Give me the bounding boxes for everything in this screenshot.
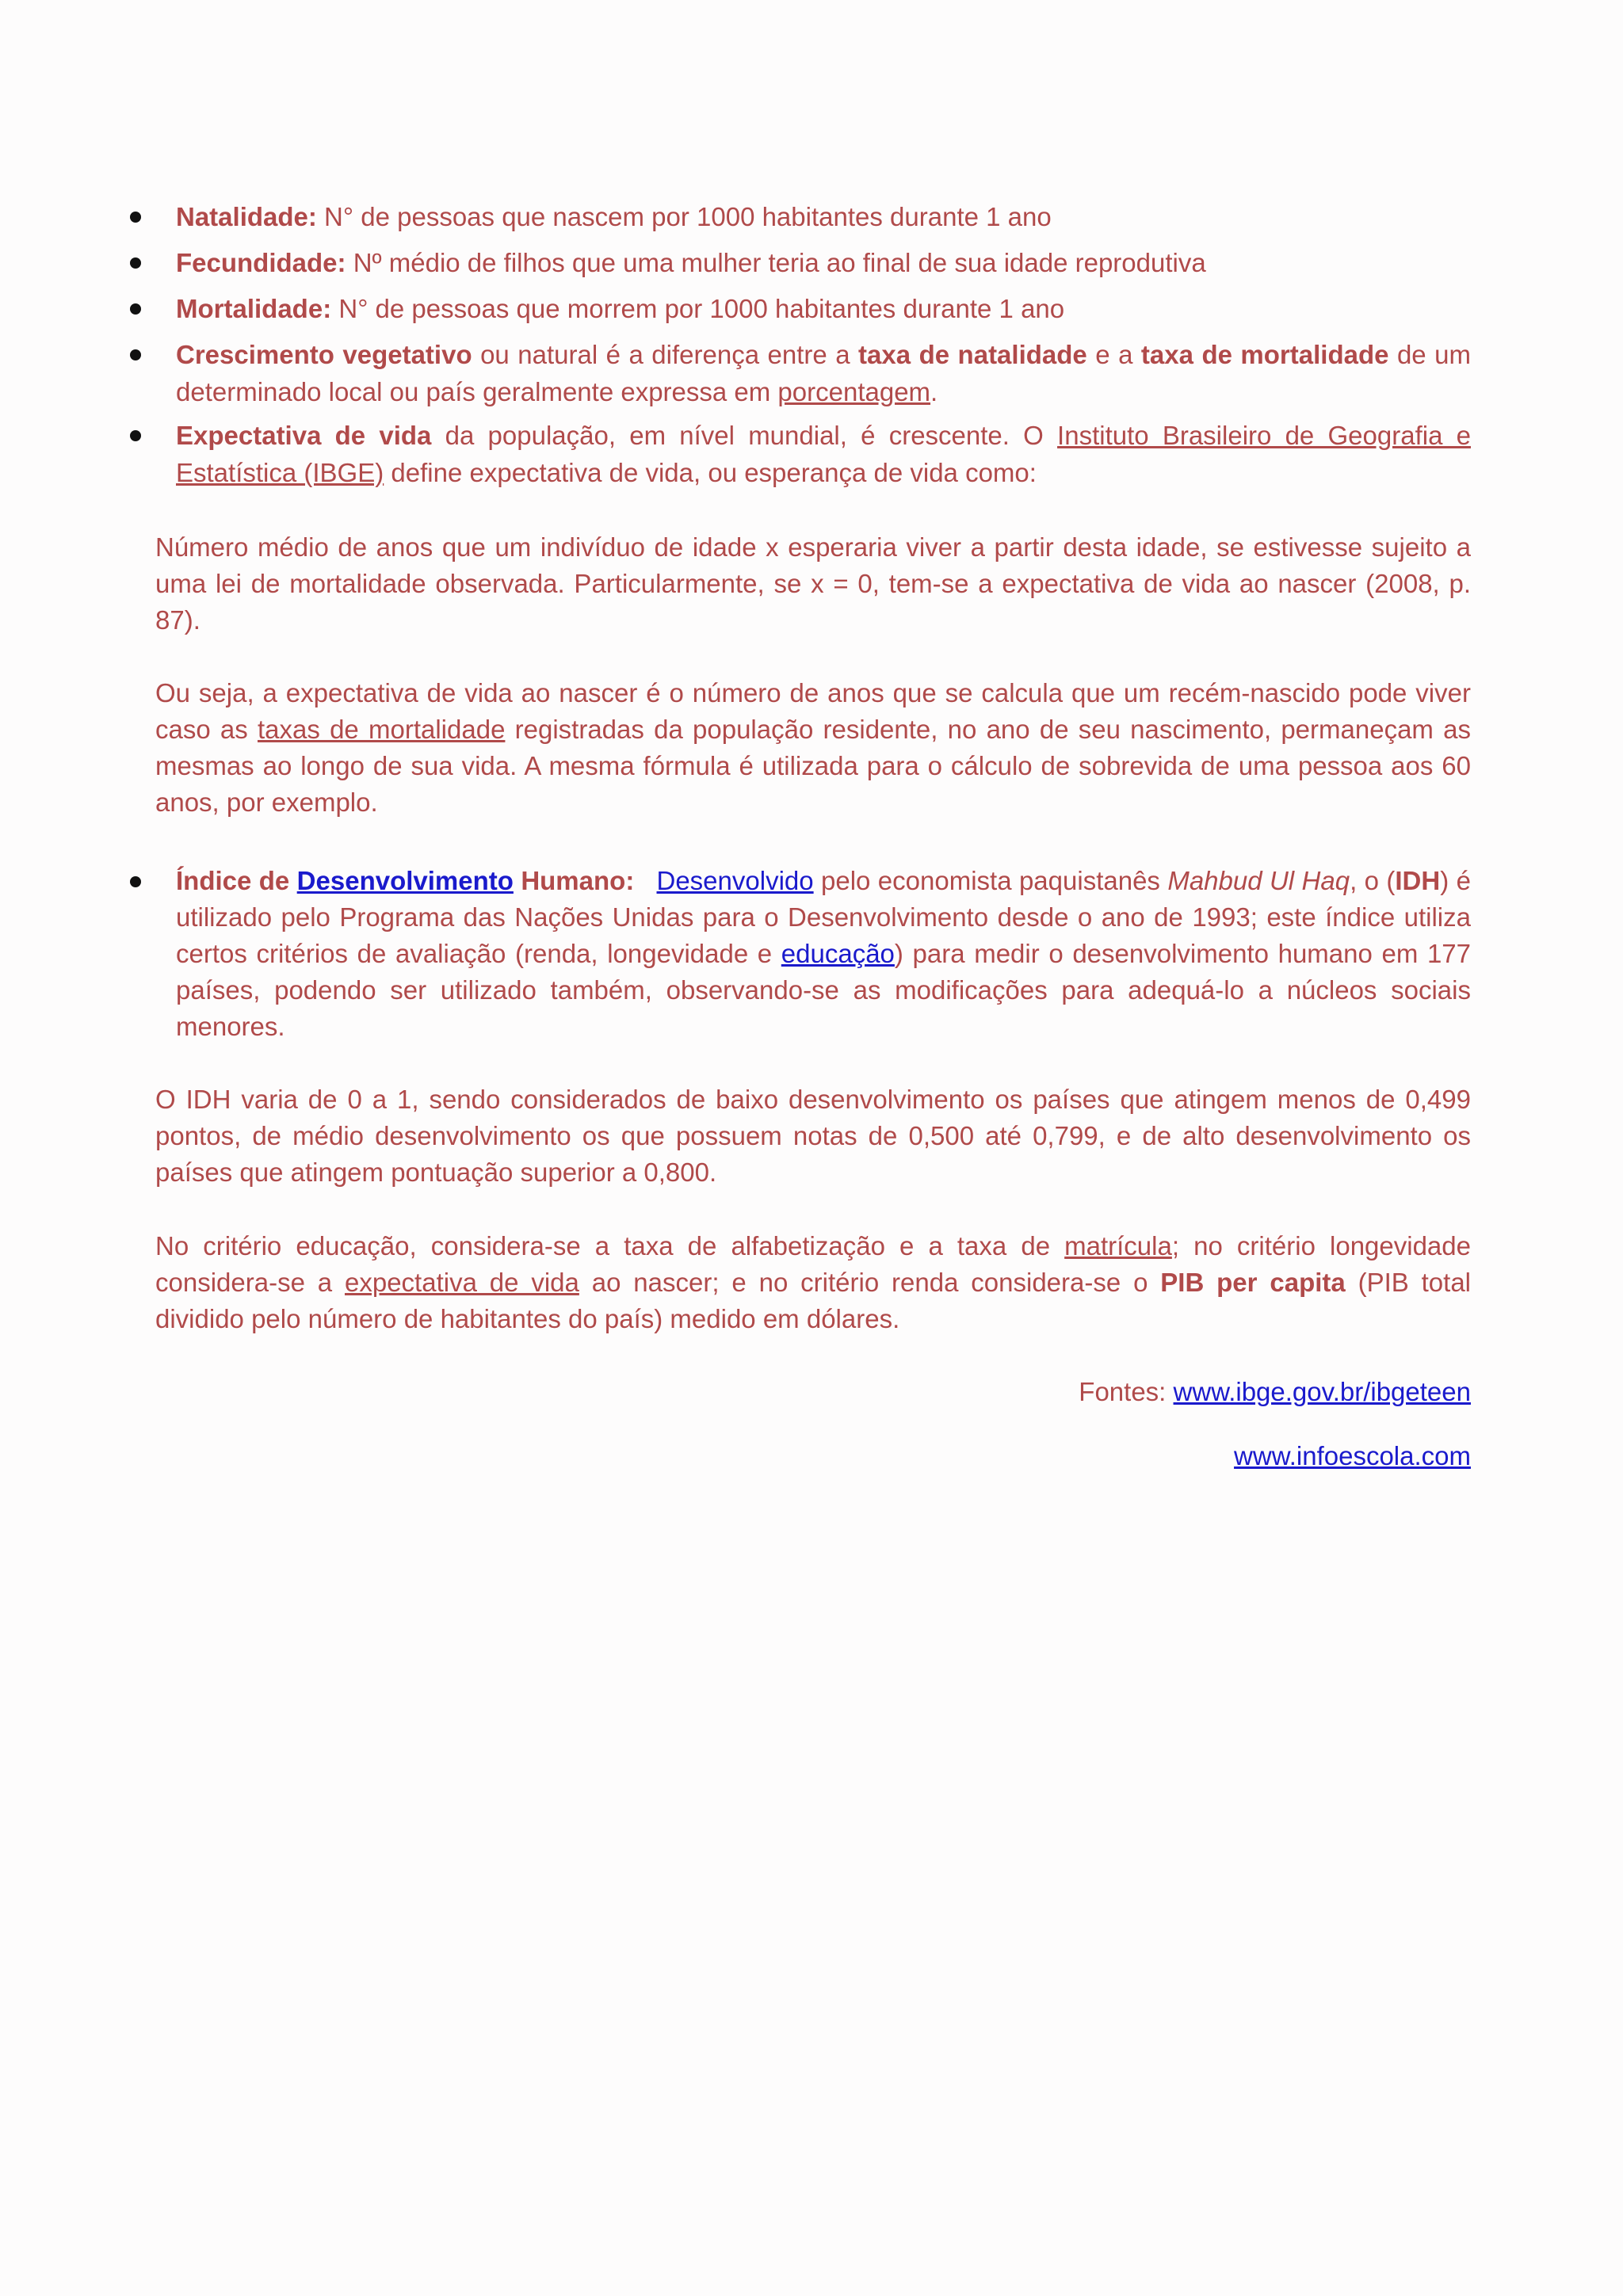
definition-mortalidade: N° de pessoas que morrem por 1000 habitantes durante 1 ano xyxy=(331,294,1065,323)
link-desenvolvido[interactable]: Desenvolvido xyxy=(656,866,814,895)
bullet-icon xyxy=(130,303,141,315)
term-fecundidade: Fecundidade: xyxy=(176,248,346,277)
text-span: Ou seja, a expectativa de vida ao nascer é o número de anos que se calcula que um recém-nascido pode viver caso as xyxy=(155,678,1471,744)
bold-taxa-mortalidade: taxa de mortalidade xyxy=(1140,340,1389,369)
link-ibge[interactable]: Instituto Brasileiro de Geografia e Estatística (IBGE) xyxy=(176,421,1471,487)
text-span: ao nascer; e no critério renda considera-se o xyxy=(579,1268,1161,1297)
link-porcentagem[interactable]: porcentagem xyxy=(777,377,931,406)
text-span: de um determinado local ou país geralmente expressa em xyxy=(176,340,1471,406)
italic-name: Mahbud Ul Haq xyxy=(1167,866,1350,895)
text-span: (PIB total dividido pelo número de habitantes do país) medido em dólares. xyxy=(155,1268,1471,1333)
link-matricula[interactable]: matrícula xyxy=(1064,1231,1172,1261)
bullet-icon xyxy=(130,876,141,887)
sources-line-2 xyxy=(155,1438,1471,1474)
text-span: pelo economista paquistanês xyxy=(813,866,1168,895)
text-span: registradas da população residente, no ano de seu nascimento, permaneçam as mesmas ao longo de sua vida. A mesma fórmula é utilizada para o cálculo de sobrevida de uma pessoa aos 60 anos, por exemplo. xyxy=(155,715,1471,817)
term-expectativa: Expectativa de vida xyxy=(176,421,432,450)
bullet-icon xyxy=(130,212,141,223)
list-item-idh xyxy=(176,863,1471,1045)
text-span: ) é utilizado pelo Programa das Nações Unidas para o Desenvolvimento desde o ano de 1993; este índice utiliza certos critérios de avaliação (renda, longevidade e xyxy=(176,866,1471,968)
text-span: ) para medir o desenvolvimento humano em 177 países, podendo ser utilizado também, observando-se as modificações para adequá-lo a núcleos sociais menores. xyxy=(176,939,1472,1041)
text-span: , o ( xyxy=(1350,866,1396,895)
link-desenvolvimento[interactable]: Desenvolvimento xyxy=(296,866,514,895)
bullet-icon xyxy=(130,257,141,269)
term-natalidade: Natalidade: xyxy=(176,202,317,231)
quote-paragraph: Número médio de anos que um indivíduo de idade x esperaria viver a partir desta idade, se estivesse sujeito a uma lei de mortalidade observada. Particularmente, se x = 0, tem-se a expectativa de vida ao nascer (2008, p. 87). xyxy=(155,532,1471,635)
list-item-crescimento-vegetativo xyxy=(176,336,1471,410)
ou-seja-paragraph xyxy=(155,675,1471,821)
link-infoescola[interactable]: www.infoescola.com xyxy=(1234,1441,1471,1470)
list-item-expectativa-de-vida xyxy=(176,417,1471,491)
idh-range-paragraph: O IDH varia de 0 a 1, sendo considerados de baixo desenvolvimento os países que atingem menos de 0,499 pontos, de médio desenvolvimento os que possuem notas de 0,500 até 0,799, e de alto desenvolvimento os países que atingem pontuação superior a 0,800. xyxy=(155,1085,1471,1187)
list-item-fecundidade xyxy=(176,244,1471,281)
text-span: da população, em nível mundial, é crescente. O xyxy=(431,421,1058,450)
bullet-icon xyxy=(130,349,141,360)
bold-humano: Humano: xyxy=(513,866,635,895)
bold-indice: Índice de xyxy=(176,866,297,895)
link-ibge-teen[interactable]: www.ibge.gov.br/ibgeteen xyxy=(1173,1377,1471,1406)
sources-line-1 xyxy=(155,1374,1471,1410)
definition-fecundidade: Nº médio de filhos que uma mulher teria ao final de sua idade reprodutiva xyxy=(346,248,1206,277)
text-span: ou natural é a diferença entre a xyxy=(472,340,859,369)
text-span: ; no critério longevidade considera-se a xyxy=(155,1231,1471,1297)
list-item-natalidade xyxy=(176,198,1471,235)
bold-pib-per-capita: PIB per capita xyxy=(1160,1268,1346,1297)
term-crescimento: Crescimento vegetativo xyxy=(176,340,472,369)
list-item-mortalidade xyxy=(176,290,1471,327)
text-span: define expectativa de vida, ou esperança de vida como: xyxy=(384,458,1037,487)
text-span: e a xyxy=(1086,340,1141,369)
text-span: No critério educação, considera-se a taxa de alfabetização e a taxa de xyxy=(155,1231,1065,1261)
bold-idh: IDH xyxy=(1395,866,1441,895)
definition-natalidade: N° de pessoas que nascem por 1000 habitantes durante 1 ano xyxy=(316,202,1052,231)
link-educacao[interactable]: educação xyxy=(781,939,895,968)
link-expectativa-de-vida[interactable]: expectativa de vida xyxy=(345,1268,579,1297)
criterio-paragraph xyxy=(155,1228,1471,1337)
term-mortalidade: Mortalidade: xyxy=(176,294,332,323)
bold-taxa-natalidade: taxa de natalidade xyxy=(858,340,1087,369)
sources-label: Fontes: xyxy=(1079,1377,1174,1406)
text-span: . xyxy=(930,377,938,406)
link-taxas-de-mortalidade[interactable]: taxas de mortalidade xyxy=(257,715,506,744)
bullet-icon xyxy=(130,430,141,441)
